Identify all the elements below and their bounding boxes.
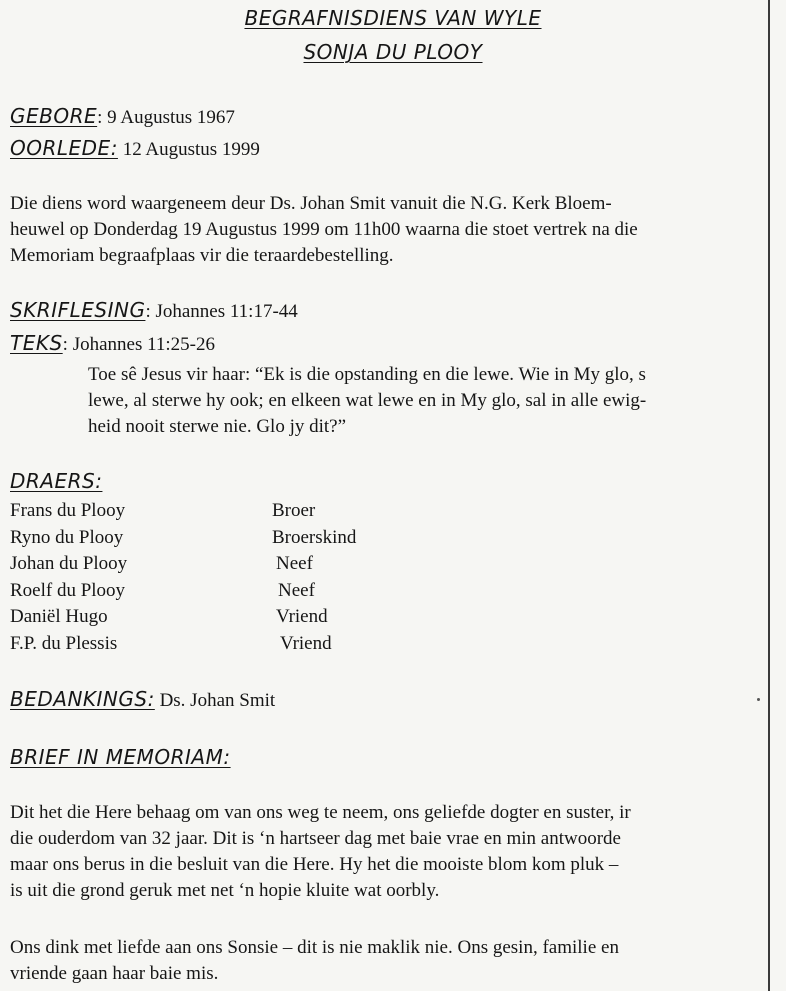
- bearer-relation: Vriend: [276, 606, 328, 627]
- memoriam-line: Ons dink met liefde aan ons Sonsie – dit is nie maklik nie. Ons gesin, familie en: [10, 937, 619, 958]
- text-row: [10, 330, 215, 358]
- service-line: Memoriam begraafplaas vir die teraardebestelling.: [10, 245, 394, 266]
- quote-line: Toe sê Jesus vir haar: “Ek is die opstanding en die lewe. Wie in My glo, s: [88, 364, 646, 385]
- memoriam-label: BRIEF IN MEMORIAM:: [10, 745, 231, 769]
- reading-value: Johannes 11:17-44: [155, 301, 298, 322]
- bearer-row: [10, 525, 430, 552]
- quote-line: lewe, al sterwe hy ook; en elkeen wat lewe en in My glo, sal in alle ewig-: [88, 390, 647, 411]
- bearers-list: [10, 498, 430, 657]
- bearer-relation: Broer: [272, 500, 316, 521]
- born-label: GEBORE: [10, 104, 98, 128]
- reading-colon: :: [145, 301, 151, 322]
- bearer-row: [10, 578, 430, 605]
- died-value: 12 Augustus 1999: [122, 139, 260, 160]
- memoriam-line: vriende gaan haar baie mis.: [10, 963, 219, 984]
- bearer-name: F.P. du Plessis: [10, 632, 118, 654]
- bearer-row: [10, 551, 430, 578]
- bearers-label: DRAERS:: [10, 469, 103, 493]
- scripture-quote: [88, 362, 646, 440]
- memoriam-line: Dit het die Here behaag om van ons weg te neem, ons geliefde dogter en suster, ir: [10, 802, 631, 823]
- scan-speck: [757, 698, 760, 701]
- page-edge-line: [768, 0, 770, 991]
- thanks-value: Ds. Johan Smit: [159, 690, 276, 711]
- text-label: TEKS: [10, 331, 63, 355]
- document-title-line-1: BEGRAFNISDIENS VAN WYLE: [244, 6, 542, 30]
- bearer-relation: Neef: [276, 553, 313, 574]
- born-colon: :: [97, 107, 103, 128]
- text-colon: :: [62, 334, 68, 355]
- service-line: Die diens word waargeneem deur Ds. Johan Smit vanuit die N.G. Kerk Bloem-: [10, 193, 612, 214]
- born-value: 9 Augustus 1967: [107, 107, 235, 128]
- died-label: OORLEDE:: [10, 136, 118, 160]
- memoriam-line: maar ons berus in die besluit van die Here. Hy het die mooiste blom kom pluk –: [10, 854, 619, 875]
- bearer-name: Johan du Plooy: [10, 553, 128, 574]
- bearer-name: Roelf du Plooy: [10, 579, 126, 601]
- bearer-row: [10, 498, 430, 525]
- bearer-relation: Broerskind: [272, 526, 357, 548]
- memoriam-line: die ouderdom van 32 jaar. Dit is ‘n hartseer dag met baie vrae en min antwoorde: [10, 828, 621, 849]
- bearer-name: Ryno du Plooy: [10, 526, 124, 548]
- thanks-row: [10, 686, 275, 714]
- document-title-line-2: SONJA DU PLOOY: [303, 40, 483, 64]
- bearer-relation: Neef: [278, 579, 315, 601]
- bearer-row: [10, 604, 430, 631]
- memoriam-paragraph-1: [10, 800, 631, 904]
- service-paragraph: [10, 191, 638, 269]
- bearer-name: Daniël Hugo: [10, 606, 108, 627]
- born-row: [10, 103, 235, 131]
- bearer-relation: Vriend: [280, 632, 332, 654]
- service-line: heuwel op Donderdag 19 Augustus 1999 om 11h00 waarna die stoet vertrek na die: [10, 219, 638, 240]
- bearer-row: [10, 631, 430, 658]
- reading-label: SKRIFLESING: [10, 298, 146, 322]
- memoriam-line: is uit die grond geruk met net ‘n hopie kluite wat oorbly.: [10, 880, 440, 901]
- died-row: [10, 135, 260, 163]
- memoriam-paragraph-2: [10, 935, 619, 987]
- bearer-name: Frans du Plooy: [10, 500, 126, 521]
- quote-line: heid nooit sterwe nie. Glo jy dit?”: [88, 416, 347, 437]
- reading-row: [10, 297, 298, 325]
- thanks-label: BEDANKINGS:: [10, 687, 155, 711]
- text-value: Johannes 11:25-26: [72, 334, 216, 355]
